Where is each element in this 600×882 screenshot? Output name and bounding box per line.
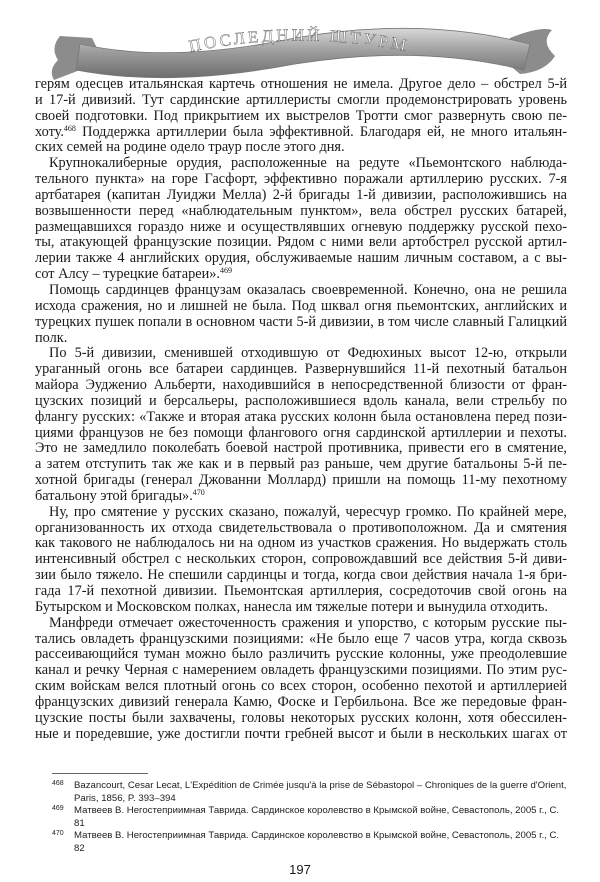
text-line: рассеивающийся туман можно было различить русские колонны, уже преодолевшие [35, 646, 567, 663]
text-line: организованность их отхода свидетельствовала о противоположном. Да и смятения [35, 519, 567, 536]
footnote-text: Матвеев В. Негостеприимная Таврида. Сардинское королевство в Крымской войне, Севастополь, 2005 г., С. 82 [74, 830, 560, 854]
paragraph [35, 156, 567, 283]
text-line: флангу русских: «Также и вторая атака русских колонн была остановлена перед пози- [35, 408, 567, 425]
footnote [52, 830, 572, 855]
text-line: и 17-й дивизий. Тут сардинские артиллеристы смогли продемонстрировать уровень [35, 91, 567, 108]
text-line: размещавшихся гораздо ниже и осуществлявших огневую поддержку русской пехо- [35, 218, 567, 235]
text-line: артбатарея (капитан Луиджи Мелла) 2-й бригады 1-й дивизии, расположившись на [35, 186, 567, 203]
footnote-text: Bazancourt, Cesar Lecat, L'Expédition de Crimée jusqu'à la prise de Sébastopol – Chroniques de la guerre d'Orient, Paris, 1856, P. 393–394 [74, 780, 567, 804]
paragraph [35, 283, 567, 346]
text-line: Бутырском и Московском полках, нанесла им тяжелые потери и вынудила отходить. [35, 598, 548, 615]
text-line: как такового не наблюдалось ни на одном из участков сражения. Но выдержать столь [35, 535, 567, 552]
text-line: своей подготовки. Под прикрытием их выстрелов Тротти смог развернуть свою пе- [35, 107, 567, 124]
text-line [35, 125, 567, 141]
text-line: цузские посты были захвачены, головы некоторых русских колонн, хотя обессилен- [35, 709, 567, 726]
text-line: канал и речку Черная с намерением овладеть французскими позициями. По этим рус- [35, 662, 567, 679]
text-line: Ну, про смятение у русских сказано, пожалуй, чересчур громко. По крайней мере, [49, 503, 567, 520]
footnote-number: 468 [52, 780, 64, 787]
text-line: турецких пушек попали в основном части 5-й дивизии, в том числе славный Галицкий [35, 313, 567, 330]
text-line: ураганный огонь все батареи сардинцев. Развернувшийся 11-й пехотный батальон [35, 361, 567, 378]
text-segment: батальону этой бригады». [35, 487, 193, 504]
paragraph [35, 616, 567, 743]
text-segment: сот Алсу – турецкие батареи». [35, 266, 220, 283]
text-line: французских дивизий генерала Камю, Фоске и Гербильона. Все же передовые фран- [35, 693, 567, 710]
footnote-number: 470 [52, 830, 64, 837]
text-line: Манфреди отмечает ожесточенность сражения и упорство, с которым русские пы- [49, 614, 567, 631]
text-line [35, 489, 567, 505]
text-line: майора Эудженио Альберти, находившийся в непосредственной близости от фран- [35, 377, 567, 394]
text-line: ные и поредевшие, уже достигли почти гребней высот и были в нескольких шагах от [35, 725, 567, 742]
paragraph [35, 77, 567, 156]
text-line: тельного пункта» на горе Гасфорт, эффективно поражали артиллерию русских. 7-я [35, 171, 567, 188]
paragraph [35, 346, 567, 504]
footnote [52, 780, 572, 805]
footnote-ref[interactable]: 470 [192, 487, 205, 497]
text-line: ских семей на родине одело траур после этого дня. [35, 139, 345, 156]
text-line: Помощь сардинцев французам оказалась своевременной. Конечно, она не решила [49, 281, 567, 298]
text-line: интенсивный обстрел с нескольких сторон, сопровождавший все действия 5-й диви- [35, 551, 567, 568]
footnote-ref[interactable]: 468 [63, 123, 76, 133]
text-line: По 5-й дивизии, сменившей отходившую от Федюхиных высот 12-ю, открыли [49, 345, 567, 362]
footnote-text: Матвеев В. Негостеприимная Таврида. Сардинское королевство в Крымской войне, Севастополь, 2005 г., С. 81 [74, 805, 560, 829]
text-line: исхода сражения, но и лишней не была. Под шквал огня пьемонтских, английских и [35, 297, 567, 314]
text-line: лерии также 4 английских орудия, обслуживаемые нашим личным составом, а с вы- [35, 250, 567, 267]
text-line: а затем отступить так же как и в первый раз раньше, чем другие батальоны 5-й пе- [35, 456, 567, 473]
footnote-number: 469 [52, 805, 64, 812]
footnote [52, 805, 572, 830]
text-line: возвышенности перед «наблюдательным пунктом», вела обстрел русских батарей, [35, 202, 567, 219]
text-line: зии было тяжело. Не спешили сардинцы и тогда, когда свои действия начала 1-я бри- [35, 567, 567, 584]
text-line: ты, атакующей французские позиции. Рядом с ними вели артобстрел русской артил- [35, 234, 567, 251]
text-line: гада 17-й пехотной дивизии. Пьемонтская артиллерия, сосредоточив свой огонь на [35, 583, 567, 599]
page-number: 197 [289, 862, 311, 877]
text-line: цузских позиций и берсальеры, расположившиеся вдоль канала, вели стрельбу по [35, 392, 567, 409]
text-line: тались овладеть французскими позициями: «Не было еще 7 часов утра, когда сквозь [35, 630, 567, 647]
text-line: герям одесцев итальянская картечь отношения не имела. Другое дело – обстрел 5-й [35, 76, 567, 92]
text-line: циями французов не без помощи флангового огня сардинской артиллерии и пехоты. [35, 424, 567, 441]
text-line: Крупнокалиберные орудия, расположенные на редуте «Пьемонтского наблюда- [49, 155, 567, 172]
footnote-ref[interactable]: 469 [219, 266, 232, 276]
text-line: Это не замедлило поколебать боевой настрой противника, привести его в смятение, [35, 440, 567, 457]
text-segment: Поддержка артиллерии была эффективной. Благодаря ей, не много итальян- [75, 123, 567, 140]
paragraph [35, 505, 567, 616]
text-segment: хоту. [35, 123, 64, 140]
chapter-title: ПОСЛЕДНИЙ ШТУРМ [187, 25, 411, 56]
text-line: полк. [35, 329, 68, 346]
footnotes [52, 780, 572, 855]
text-line: хотной бригады (генерал Джованни Моллард) пришли на помощь 11-му пехотному [35, 472, 567, 489]
text-line: ским войскам велся плотный огонь со всех сторон, особенно пехотой и артиллерией [35, 678, 567, 695]
footnote-separator [52, 773, 148, 774]
body-text [35, 77, 567, 742]
text-line [35, 267, 567, 283]
